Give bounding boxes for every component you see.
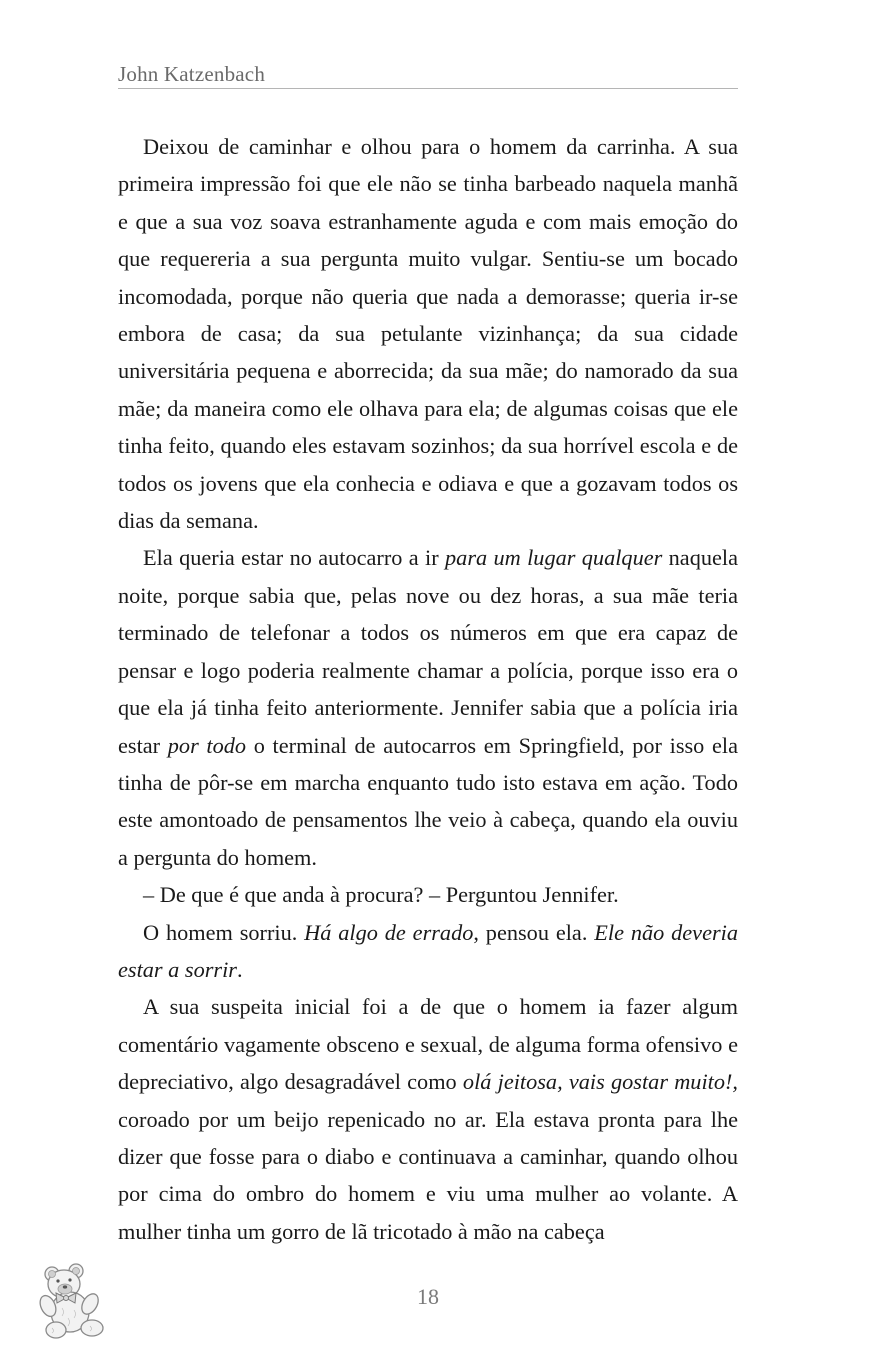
text-run: naquela noite, porque sabia que, pelas nove ou dez horas, a sua mãe teria terminado de telefonar a todos os números em que era capaz de pensar e logo poderia realmente chamar a polícia, porque isso era o que ela já tinha feito anteriormente. Jennifer sabia que a polícia iria estar xyxy=(118,545,738,758)
page-number: 18 xyxy=(417,1284,439,1309)
italic-run: Ele não deveria estar a sorrir xyxy=(118,919,738,982)
paragraph-2 xyxy=(118,539,738,876)
running-header xyxy=(118,60,738,89)
text-run: A sua suspeita inicial foi a de que o homem ia fazer algum comentário vagamente obsceno e sexual, de alguma forma ofensivo e depreciativo, algo desagradável como xyxy=(118,994,738,1095)
text-run: , pensou ela. xyxy=(473,919,595,945)
paragraph-5 xyxy=(118,988,738,1250)
body-text xyxy=(118,128,738,1250)
paragraph-4 xyxy=(118,914,738,989)
italic-run: olá jeitosa, vais gostar muito!, xyxy=(462,1069,738,1095)
text-run: – De que é que anda à procura? – Perguntou Jennifer. xyxy=(143,882,619,908)
paragraph-1 xyxy=(118,128,738,539)
text-run: Deixou de caminhar e olhou para o homem da carrinha. A sua primeira impressão foi que ele não se tinha barbeado naquela manhã e que a sua voz soava estranhamente aguda e com mais emoção do que requereria a sua pergunta muito vulgar. Sentiu-se um bocado incomodada, porque não queria que nada a demorasse; queria ir-se embora de casa; da sua petulante vizinhança; da sua cidade universitária pequena e aborrecida; da sua mãe; do namorado da sua mãe; da maneira como ele olhava para ela; de algumas coisas que ele tinha feito, quando eles estavam sozinhos; da sua horrível escola e de todos os jovens que ela conhecia e odiava e que a gozavam todos os dias da semana. xyxy=(118,134,738,534)
italic-run: Há algo de errado xyxy=(304,919,474,945)
text-run: coroado por um beijo repenicado no ar. Ela estava pronta para lhe dizer que fosse para o diabo e continuava a caminhar, quando olhou por cima do ombro do homem e viu uma mulher ao volante. A mulher tinha um gorro de lã tricotado à mão na cabeça xyxy=(118,1106,738,1244)
text-run: O homem sorriu. xyxy=(143,919,305,945)
text-run: Ela queria estar no autocarro a ir xyxy=(143,545,446,571)
paragraph-3 xyxy=(118,876,738,913)
text-run: o terminal de autocarros em Springfield, por isso ela tinha de pôr-se em marcha enquanto tudo isto estava em ação. Todo este amontoado de pensamentos lhe veio à cabeça, quando ela ouviu a pergunta do homem. xyxy=(118,732,738,870)
header-author: John Katzenbach xyxy=(118,62,266,86)
text-run: . xyxy=(236,956,243,982)
italic-run: para um lugar qualquer xyxy=(445,545,663,571)
italic-run: por todo xyxy=(167,732,247,758)
